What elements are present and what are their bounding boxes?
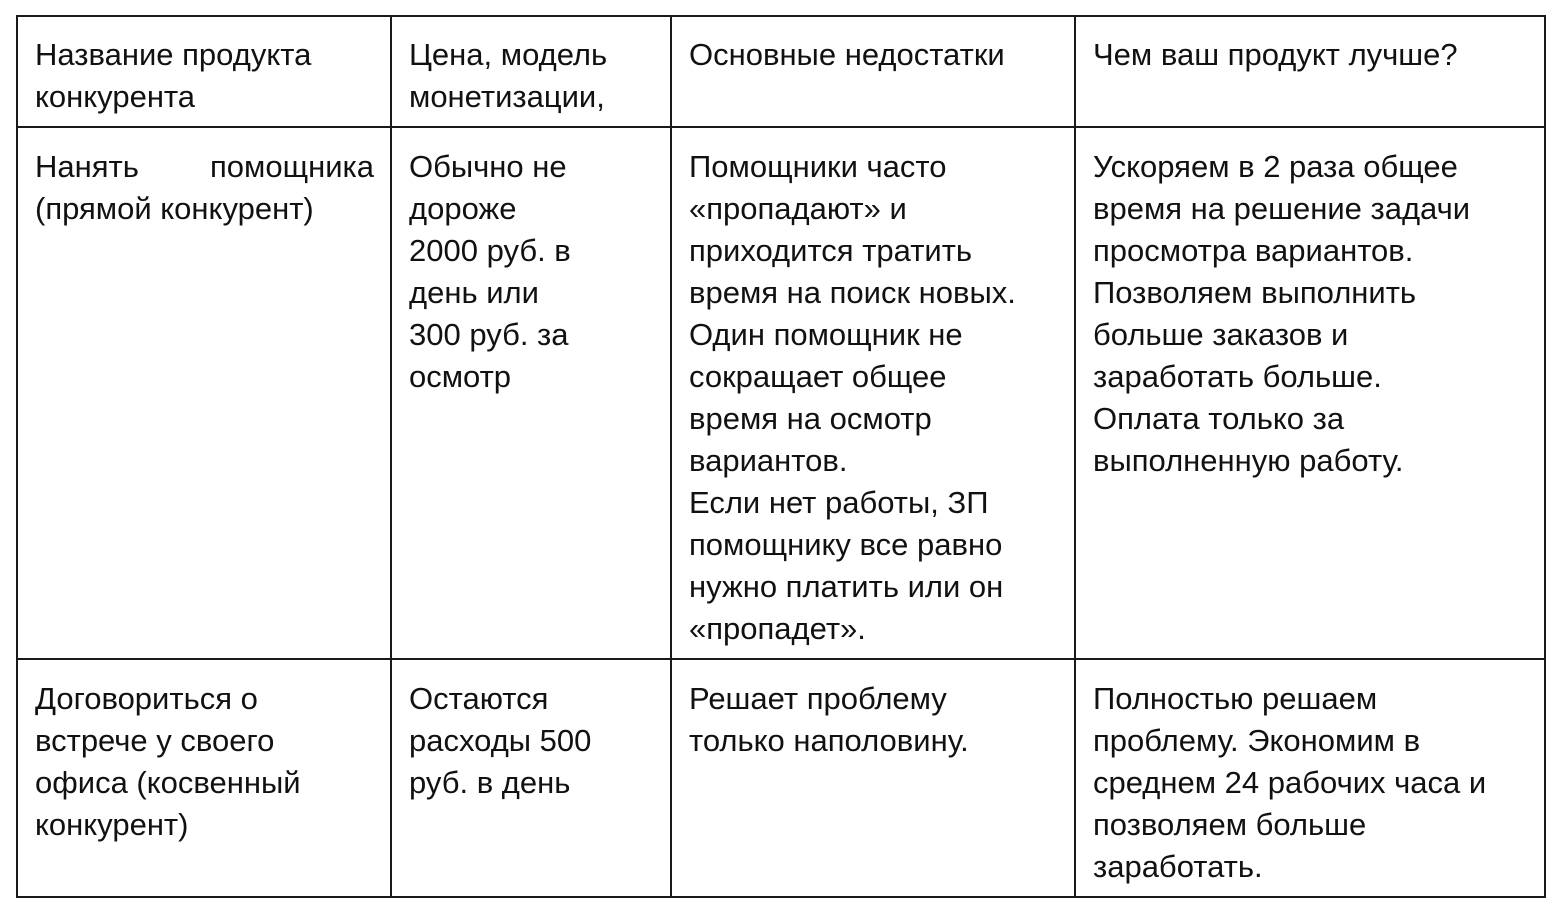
cell-text-line: проблему. Экономим в <box>1093 723 1421 758</box>
cell-text-line: время на поиск новых. <box>689 275 1016 310</box>
cell-text-line: среднем 24 рабочих часа и <box>1093 765 1487 800</box>
cell-text-line: осмотр <box>409 359 512 394</box>
cell-text-line: Один помощник не <box>689 317 963 352</box>
table-row <box>17 659 1545 897</box>
header-cell-price-model <box>391 16 671 127</box>
cell-competitor <box>17 659 391 897</box>
cell-text-line: Решает проблему <box>689 681 947 716</box>
cell-text-line: Позволяем выполнить <box>1093 275 1417 310</box>
cell-text-line: больше заказов и <box>1093 317 1349 352</box>
header-text-line: монетизации, <box>409 79 605 114</box>
cell-price <box>391 127 671 659</box>
cell-text-line: Оплата только за <box>1093 401 1345 436</box>
cell-text-line: вариантов. <box>689 443 848 478</box>
cell-text-line: день или <box>409 275 539 310</box>
cell-word: Нанять <box>35 149 139 184</box>
cell-text-line: Остаются <box>409 681 549 716</box>
cell-competitor <box>17 127 391 659</box>
cell-text-line: позволяем больше <box>1093 807 1367 842</box>
cell-text-line: дороже <box>409 191 517 226</box>
cell-text-line: приходится тратить <box>689 233 973 268</box>
cell-text-line: расходы 500 <box>409 723 592 758</box>
cell-text-line: (прямой конкурент) <box>35 191 314 226</box>
header-text-line: Цена, модель <box>409 37 608 72</box>
header-text-line: Название продукта <box>35 37 312 72</box>
cell-text-line: Помощники часто <box>689 149 947 184</box>
header-cell-advantages <box>1075 16 1545 127</box>
cell-drawbacks <box>671 659 1075 897</box>
cell-text-line: конкурент) <box>35 807 189 842</box>
cell-text-line: помощнику все равно <box>689 527 1003 562</box>
header-cell-competitor-name <box>17 16 391 127</box>
cell-text-line: заработать больше. <box>1093 359 1382 394</box>
cell-text-line: время на решение задачи <box>1093 191 1471 226</box>
cell-text-line: время на осмотр <box>689 401 932 436</box>
cell-text-line: Договориться о <box>35 681 258 716</box>
cell-text-line: просмотра вариантов. <box>1093 233 1414 268</box>
cell-advantages <box>1075 127 1545 659</box>
cell-advantages <box>1075 659 1545 897</box>
table-row <box>17 127 1545 659</box>
cell-text-line: Если нет работы, ЗП <box>689 485 989 520</box>
cell-text-line <box>35 146 374 188</box>
cell-text-line: Полностью решаем <box>1093 681 1378 716</box>
cell-price <box>391 659 671 897</box>
cell-text-line: сокращает общее <box>689 359 947 394</box>
header-text-line: конкурента <box>35 79 196 114</box>
cell-text-line: Обычно не <box>409 149 567 184</box>
cell-text-line: нужно платить или он <box>689 569 1004 604</box>
cell-text-line: «пропадет». <box>689 611 866 646</box>
table-header-row <box>17 16 1545 127</box>
cell-text-line: встрече у своего <box>35 723 275 758</box>
header-text-line: Чем ваш продукт лучше? <box>1093 37 1458 72</box>
cell-text-line: 300 руб. за <box>409 317 569 352</box>
cell-drawbacks <box>671 127 1075 659</box>
cell-text-line: только наполовину. <box>689 723 969 758</box>
cell-text-line: офиса (косвенный <box>35 765 301 800</box>
header-cell-drawbacks <box>671 16 1075 127</box>
competitor-table <box>16 15 1546 898</box>
header-text-line: Основные недостатки <box>689 37 1005 72</box>
cell-text-line: руб. в день <box>409 765 571 800</box>
cell-text-line: выполненную работу. <box>1093 443 1404 478</box>
cell-text-line: 2000 руб. в <box>409 233 571 268</box>
cell-text-line: «пропадают» и <box>689 191 907 226</box>
cell-word: помощника <box>209 149 374 184</box>
cell-text-line: заработать. <box>1093 849 1263 884</box>
cell-text-line: Ускоряем в 2 раза общее <box>1093 149 1458 184</box>
